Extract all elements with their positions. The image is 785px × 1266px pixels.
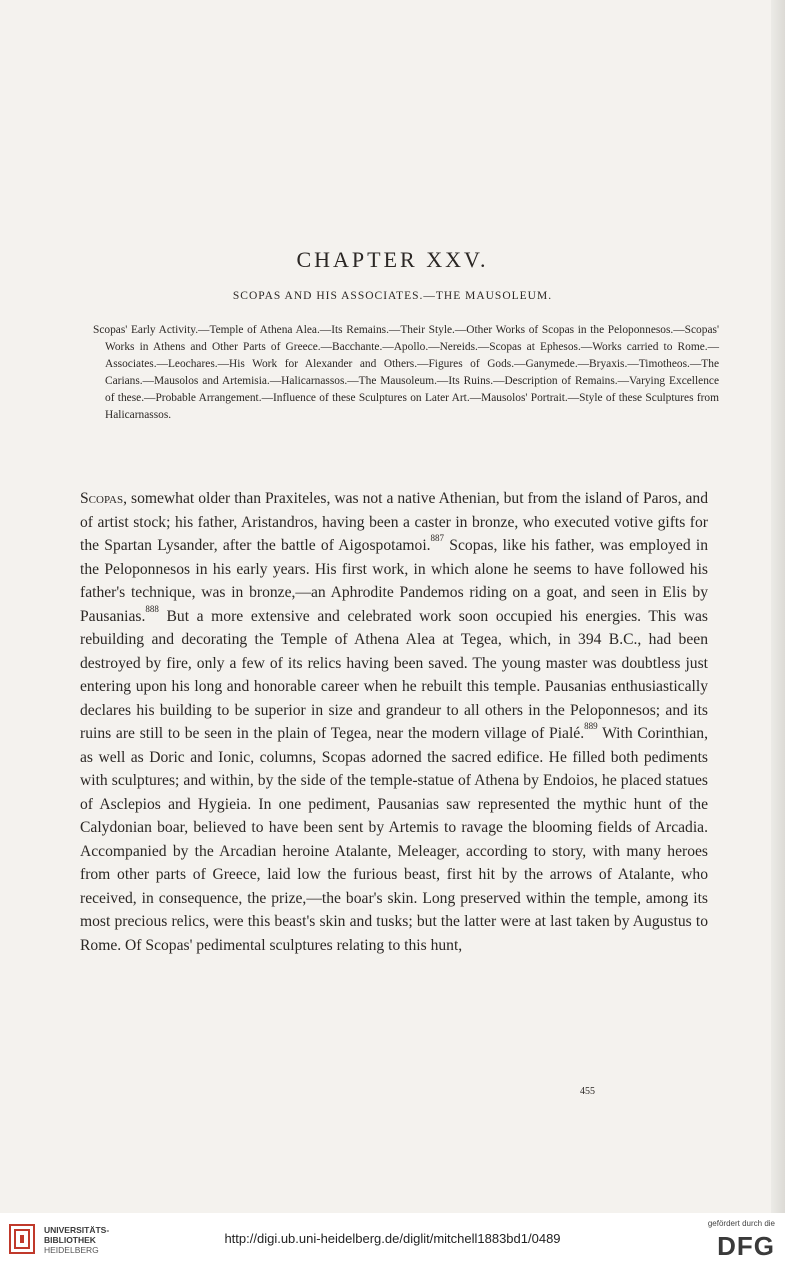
footnote-ref-887[interactable]: 887	[430, 533, 445, 543]
footnote-ref-888[interactable]: 888	[145, 603, 159, 614]
body-part-4: With Corinthian, as well as Doric and Ionic, columns, Scopas adorned the sacred edifice. He filled both pediments with sculptures; and within, by the side of the temple-statue of Athena by Endoios, he placed statues of Asclepios and Hygieia. In one pediment, Pausanias saw represented the mythic hunt of the Calydonian boar, believed to have been sent by Artemis to ravage the blooming fields of Arcadia. Accompanied by the Arcadian heroine Atalante, Meleager, according to story, with many heroes from other parts of Greece, laid low the furious beast, first hit by the arrows of Atalante, who received, in consequence, the prize,—the boar's skin. Long preserved within the temple, among its most precious relics, were this beast's skin and tusks; but the latter were at last taken by Augustus to Rome. Of Scopas' pedimental sculptures relating to this hunt,	[80, 725, 708, 954]
body-paragraph	[80, 487, 708, 957]
library-name-line-2: BIBLIOTHEK	[44, 1235, 96, 1245]
lead-word: Scopas,	[80, 490, 128, 507]
footnote-ref-889[interactable]: 889	[584, 721, 598, 731]
chapter-subtitle: SCOPAS AND HIS ASSOCIATES.—THE MAUSOLEUM.	[232, 290, 553, 302]
body-part-1: somewhat older than Praxiteles, was not a native Athenian, but from the island of Paros, and of artist stock; his father, Aristandros, having been a caster in bronze, who executed votive gifts for the Spartan Lysander, after the battle of Aigospotamoi.	[80, 490, 708, 554]
library-name-line-3: HEIDELBERG	[44, 1245, 99, 1255]
body-part-3: But a more extensive and celebrated work soon occupied his energies. This was rebuilding and decorating the Temple of Athena Alea at Tegea, which, in 394 B.C., had been destroyed by fire, only a few of its relics having been saved. The young master was doubtless just entering upon his long and honorable career when he rebuilt this temple. Pausanias enthusiastically declares his building to be superior in size and grandeur to all others in the Peloponnesos; and its ruins are still to be seen in the plain of Tegea, near the modern village of Pialé.	[80, 607, 708, 742]
page-edge	[771, 0, 785, 1213]
page-url-link[interactable]: http://digi.ub.uni-heidelberg.de/diglit/mitchell1883bd1/0489	[224, 1231, 561, 1246]
viewer-footer	[0, 1213, 785, 1266]
library-name-line-1: UNIVERSITÄTS-	[44, 1225, 110, 1235]
chapter-summary: Scopas' Early Activity.—Temple of Athena Alea.—Its Remains.—Their Style.—Other Works of Scopas in the Peloponnesos.—Scopas' Works in Athens and Other Parts of Greece.—Bacchante.—Apollo.—Nereids.—Scopas at Ephesos.—Works carried to Rome.—Associates.—Leochares.—His Work for Alexander and Others.—Figures of Gods.—Ganymede.—Bryaxis.—Timotheos.—The Carians.—Mausolos and Artemisia.—Halicarnassos.—The Mausoleum.—Its Ruins.—Description of Remains.—Varying Excellence of these.—Probable Arrangement.—Influence of these Sculptures on Later Art.—Mausolos' Portrait.—Style of these Sculptures from Halicarnassos.	[93, 324, 719, 421]
chapter-title: CHAPTER XXV.	[296, 247, 489, 272]
dfg-logo: DFG	[717, 1231, 775, 1261]
funded-by-label: gefördert durch die	[707, 1219, 775, 1228]
body-part-2: Scopas, like his father, was employed in the Peloponnesos in his early years. His first work, in which alone he seems to have followed his father's technique, was in bronze,—an Aphrodite Pandemos riding on a goat, and seen in Elis by Pausanias.	[80, 537, 708, 625]
page-number: 455	[580, 1086, 595, 1097]
